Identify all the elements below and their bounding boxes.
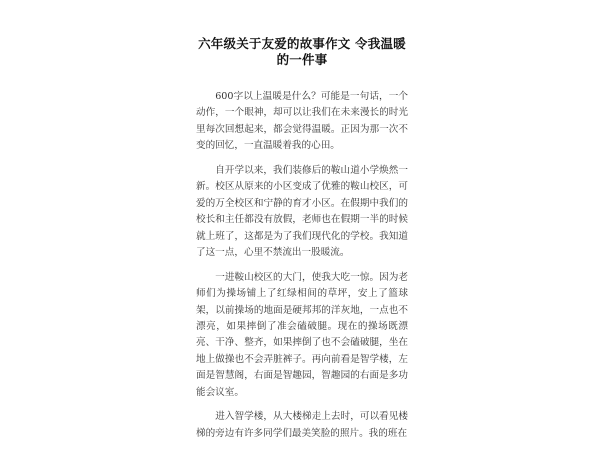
paragraph-4: 进入智学楼，从大楼梯走上去时，可以看见楼梯的旁边有许多同学们最美笑脸的照片。我的班在 bbox=[196, 411, 408, 439]
paragraph-2: 自开学以来，我们装修后的鞍山道小学焕然一新。校区从原来的小区变成了优雅的鞍山校区，可爱的万全校区和宁静的育才小区。在假期中我们的校长和主任都没有放假，老师也在假期一半的时候就上班了，这都是为了我们现代化的学校。我知道了这一点，心里不禁流出一股暖流。 bbox=[196, 165, 408, 259]
paragraph-1: 600字以上温暖是什么？可能是一句话，一个动作，一个眼神，却可以让我们在未来漫长的时光里每次回想起来，都会觉得温暖。正因为那一次不变的回忆，一直温暖着我的心田。 bbox=[196, 91, 408, 152]
article-title bbox=[196, 36, 408, 68]
article-title-line-2: 的一件事 bbox=[276, 52, 328, 67]
paragraph-3: 一进鞍山校区的大门，使我大吃一惊。因为老师们为操场铺上了红绿相间的草坪，安上了篮球架，以前操场的地面是硬邦邦的洋灰地，一点也不漂亮，如果摔倒了准会磕破腿。现在的操场既漂亮、干净、整齐，如果摔倒了也不会磕破腿，坐在地上做操也不会弄脏裤子。再向前看是智学楼，左面是智慧阁，右面是智趣园，智趣园的右面是多功能会议室。 bbox=[196, 271, 408, 398]
article-title-line-1: 六年级关于友爱的故事作文 令我温暖 bbox=[198, 36, 406, 51]
article-body bbox=[196, 89, 408, 442]
article bbox=[196, 36, 408, 451]
